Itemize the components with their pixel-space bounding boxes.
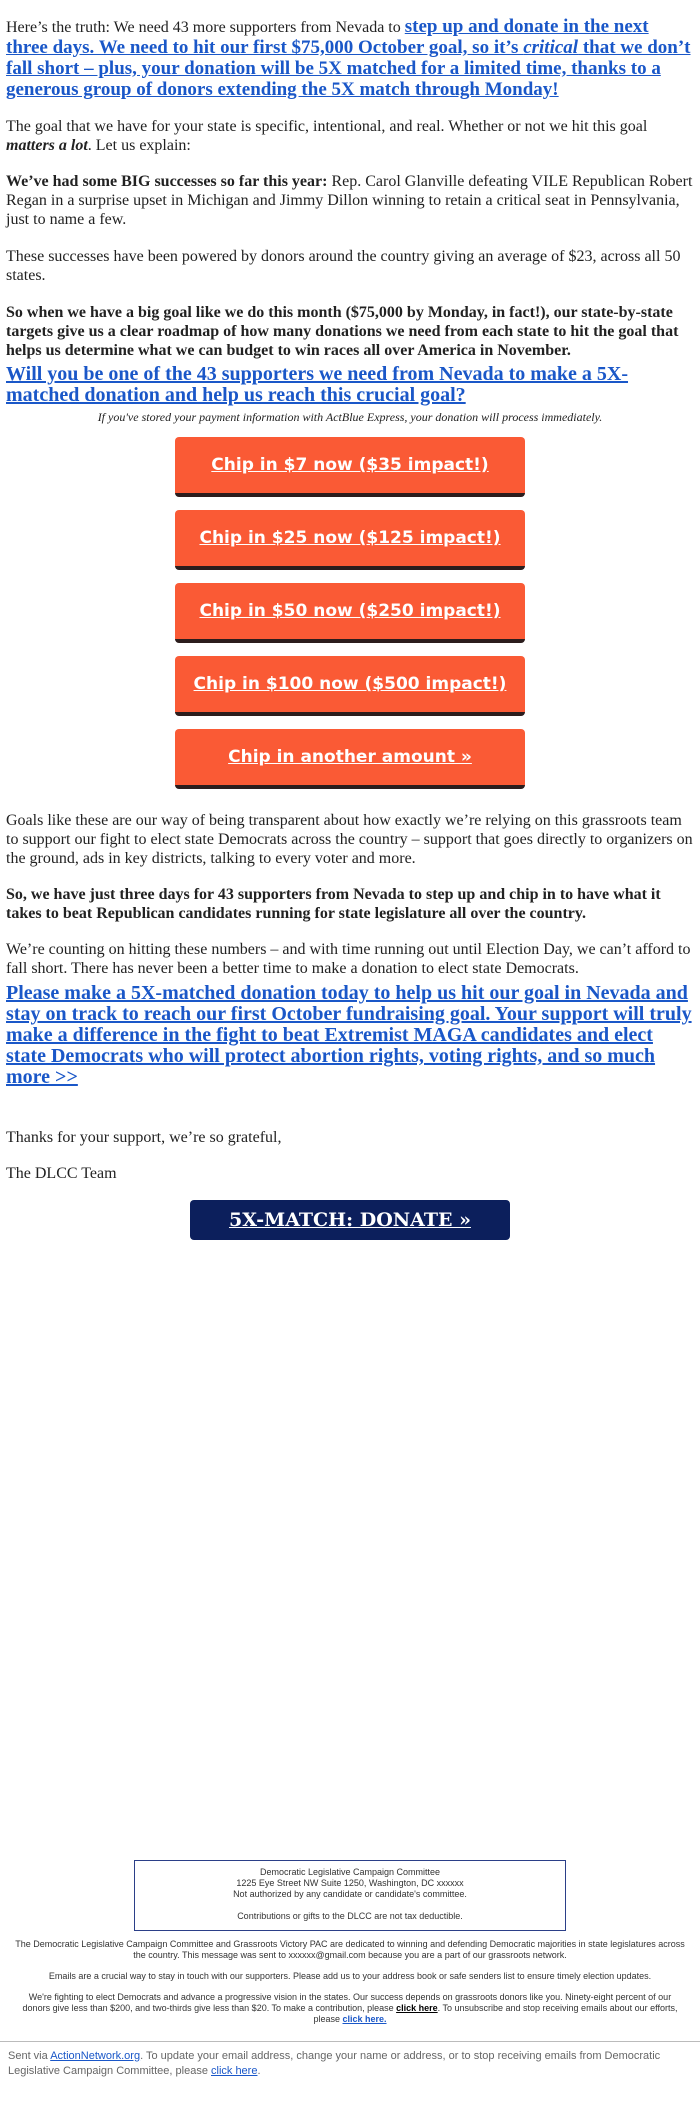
sent-mid: . To update your email address, change your name or address, or to stop receiving emails from Democratic Legislative Campaign Committee, please [8, 2050, 661, 2077]
thanks-line: Thanks for your support, we’re so grateful, [6, 1129, 282, 1146]
footer-unsubscribe-link[interactable]: click here. [342, 2014, 387, 2024]
actionnetwork-link[interactable]: ActionNetwork.org [50, 2050, 141, 2062]
chip-in-25-button[interactable]: Chip in $25 now ($125 impact!) [175, 510, 525, 570]
chip-in-other-amount-button[interactable]: Chip in another amount » [175, 729, 525, 789]
sent-lead: Sent via [8, 2050, 51, 2062]
footer-fighting [14, 1992, 686, 2025]
counting-paragraph: We’re counting on hitting these numbers – and with time running out until Election Day, we can’t afford to fall short. There has never been a better time to make a donation to elect state Democrats. [6, 941, 691, 977]
intro-link-text-b: that we don’t fall short – plus, your donation will be 5X matched for a limited time, thanks to a generous group of donors extending the 5X match through Monday! [6, 37, 691, 100]
transparency-paragraph: Goals like these are our way of being transparent about how exactly we’re relying on this grassroots team to support our fight to elect state Democrats across the country – support that goes directly to organizers on the ground, ads in key districts, talking to every voter and more. [6, 812, 693, 867]
update-email-link[interactable]: click here [211, 2065, 258, 2077]
footer-contribute-link[interactable]: click here [396, 2003, 438, 2013]
donors-paragraph: These successes have been powered by donors around the country giving an average of $23, across all 50 states. [6, 248, 681, 284]
intro-paragraph [6, 16, 694, 100]
donate-button-row [6, 1200, 694, 1240]
intro-link-text-a: step up and donate in the next three days. We need to hit our first $75,000 October goal, so it’s [6, 16, 649, 58]
ask-donate-link[interactable]: Will you be one of the 43 supporters we need from Nevada to make a 5X-matched donation and help us reach this crucial goal? [6, 363, 629, 406]
intro-lead: Here’s the truth: We need 43 more supporters from Nevada to [6, 19, 405, 36]
match-donate-button[interactable]: 5X-MATCH: DONATE » [190, 1200, 510, 1240]
goal-paragraph [6, 117, 694, 155]
email-body [0, 16, 700, 1240]
footer-org: Democratic Legislative Campaign Committee [259, 1867, 441, 1877]
goal-tail: . Let us explain: [87, 137, 191, 154]
sent-via-bar [0, 2041, 700, 2079]
footer [0, 1860, 700, 2079]
footer-box [134, 1860, 566, 1931]
chip-in-7-button[interactable]: Chip in $7 now ($35 impact!) [175, 437, 525, 497]
goal-text: The goal that we have for your state is specific, intentional, and real. Whether or not we hit this goal [6, 118, 648, 135]
footer-fighting-text: We're fighting to elect Democrats and advance a progressive vision in the states. Our success depends on grassroots donors like you. Ninety-eight percent of our donors give less than $200, and two-thirds give less than $20. To make a contribution, please [22, 1992, 672, 2013]
goal-emphasis: matters a lot [6, 137, 88, 154]
footer-mission: The Democratic Legislative Campaign Committee and Grassroots Victory PAC are dedicated to winning and defending Democratic majorities in state legislatures across the country. This message was sent to xxxxxx@gmail.com because you are a part of our grassroots network. [15, 1939, 685, 1960]
donation-buttons [6, 437, 694, 789]
ask-paragraph [6, 364, 694, 406]
chip-in-50-button[interactable]: Chip in $50 now ($250 impact!) [175, 583, 525, 643]
footer-address: 1225 Eye Street NW Suite 1250, Washington, DC xxxxxx [236, 1878, 464, 1888]
footer-disclaimer: Not authorized by any candidate or candidate's committee. [233, 1889, 467, 1899]
cta-donate-link[interactable]: Please make a 5X-matched donation today to help us hit our goal in Nevada and stay on track to reach our first October fundraising goal. Your support will truly make a difference in the fight to beat Extremist MAGA candidates and elect state Democrats who will protect abortion rights, voting rights, and so much more >> [6, 982, 692, 1088]
footer-emails-note: Emails are a crucial way to stay in touch with our supporters. Please add us to your address book or safe senders list to ensure timely election updates. [48, 1971, 652, 1981]
actblue-note: If you've stored your payment information with ActBlue Express, your donation will process immediately. [97, 410, 603, 424]
footer-tax: Contributions or gifts to the DLCC are not tax deductible. [237, 1911, 463, 1921]
footer-fighting-mid: . To unsubscribe and stop receiving emails about our efforts, please [313, 2003, 678, 2024]
three-days-paragraph: So, we have just three days for 43 supporters from Nevada to step up and chip in to have what it takes to beat Republican candidates running for state legislature all over the country. [6, 886, 661, 922]
sent-tail: . [257, 2065, 261, 2077]
chip-in-100-button[interactable]: Chip in $100 now ($500 impact!) [175, 656, 525, 716]
successes-heading: We’ve had some BIG successes so far this year: [6, 173, 328, 190]
cta-paragraph [6, 983, 694, 1088]
successes-paragraph [6, 172, 694, 229]
intro-link-emphasis: critical [523, 37, 579, 58]
roadmap-paragraph: So when we have a big goal like we do this month ($75,000 by Monday, in fact!), our state-by-state targets give us a clear roadmap of how many donations we need from each state to hit the goal that helps us determine what we can budget to win races all over America in November. [6, 304, 679, 359]
signature: The DLCC Team [6, 1165, 117, 1182]
successes-text: Rep. Carol Glanville defeating VILE Republican Robert Regan in a surprise upset in Michigan and Jimmy Dillon winning to retain a critical seat in Pennsylvania, just to name a few. [6, 173, 693, 228]
